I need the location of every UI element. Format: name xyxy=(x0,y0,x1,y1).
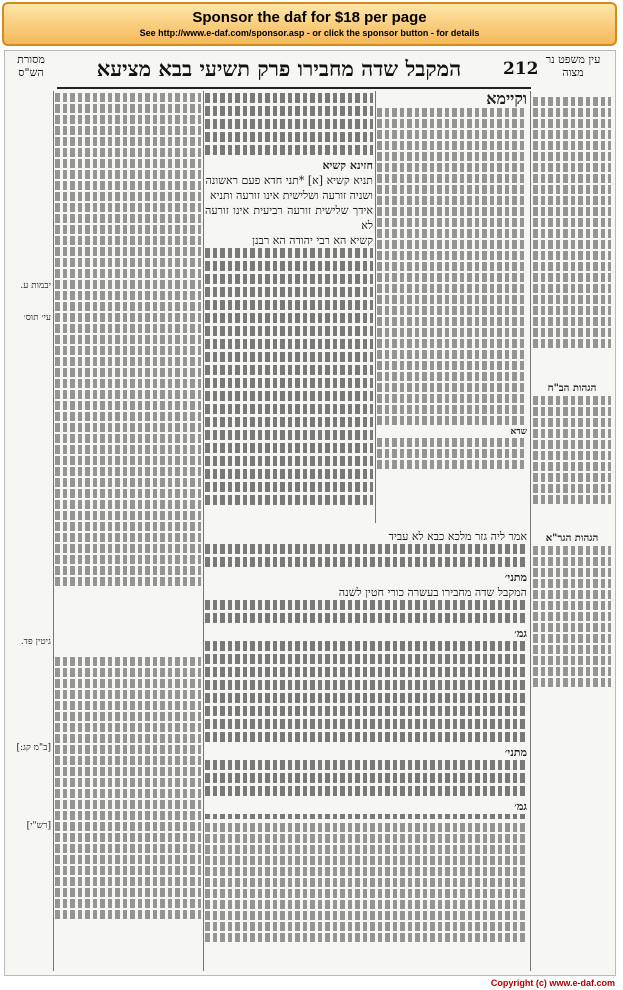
gemara-line: אידך שלישית זורעה רביעית אינו זורעה לא xyxy=(205,204,373,232)
tosafot-bottom xyxy=(55,657,201,967)
key-word-gemara-2: גמ׳ xyxy=(514,800,527,813)
margin-ref: גיטין פד. xyxy=(20,637,51,647)
key-word-tanya: חזינא קשיא xyxy=(322,159,373,172)
hagahot-hagra-heading: הגהות הגר"א xyxy=(545,533,599,544)
margin-ref: עי׳ תוס׳ xyxy=(23,313,51,323)
gemara-line: אמר ליה גזר מלכא כבא לא עביד xyxy=(388,530,527,543)
copyright-notice: Copyright (c) www.e-daf.com xyxy=(490,978,615,988)
sponsor-banner[interactable] xyxy=(2,2,617,46)
margin-ref: [ב"מ קג:] xyxy=(16,743,51,753)
talmud-page xyxy=(4,50,616,976)
column-rule xyxy=(375,91,376,523)
page-number: 212 xyxy=(503,59,539,79)
ein-mishpat-heading: עין משפט נר מצוה xyxy=(545,53,601,79)
hagahot-habach-heading: הגהות הב"ח xyxy=(547,383,597,394)
sponsor-title: Sponsor the daf for $18 per page xyxy=(192,9,427,26)
key-word-mishna: מתני׳ xyxy=(504,571,527,584)
hagahot-habach xyxy=(533,381,611,521)
column-rule xyxy=(203,91,204,971)
margin-ref: [רש"י] xyxy=(26,821,51,831)
tosafot-column xyxy=(55,93,201,653)
gemara-line: קשיא הא רבי יהודה הא רבנן xyxy=(252,234,373,247)
gemara-column xyxy=(205,93,373,523)
sponsor-subtitle: See http://www.e-daf.com/sponsor.asp - or click the sponsor button - for details xyxy=(139,28,480,38)
key-word-gemara: גמ׳ xyxy=(514,627,527,640)
column-rule xyxy=(530,91,531,971)
opening-word: וקיימא xyxy=(486,93,527,108)
column-rule xyxy=(53,91,54,971)
key-word-sheda: שדא xyxy=(510,427,527,437)
gemara-line: המקבל שדה מחבירו בעשרה כורי חטין לשנה xyxy=(338,586,527,599)
header-rule xyxy=(57,87,531,89)
gemara-line: תניא קשיא [א] *תני חדא פעם ראשונה xyxy=(205,174,373,187)
gemara-line: ושניה זורעה ושלישית אינו זורעה ותניא xyxy=(209,189,373,202)
rashi-bottom xyxy=(205,823,527,969)
key-word-mishna-2: מתני׳ xyxy=(504,746,527,759)
ein-mishpat-column xyxy=(533,97,611,377)
page-title: המקבל שדה מחבירו פרק תשיעי בבא מציעא xyxy=(96,56,462,81)
rashi-column xyxy=(377,93,527,513)
mesoret-hashas-heading: מסורת הש"ס xyxy=(17,53,45,79)
gemara-wide-block xyxy=(205,529,527,819)
hagahot-hagra xyxy=(533,531,611,711)
margin-ref: יבמות ע. xyxy=(20,281,51,291)
